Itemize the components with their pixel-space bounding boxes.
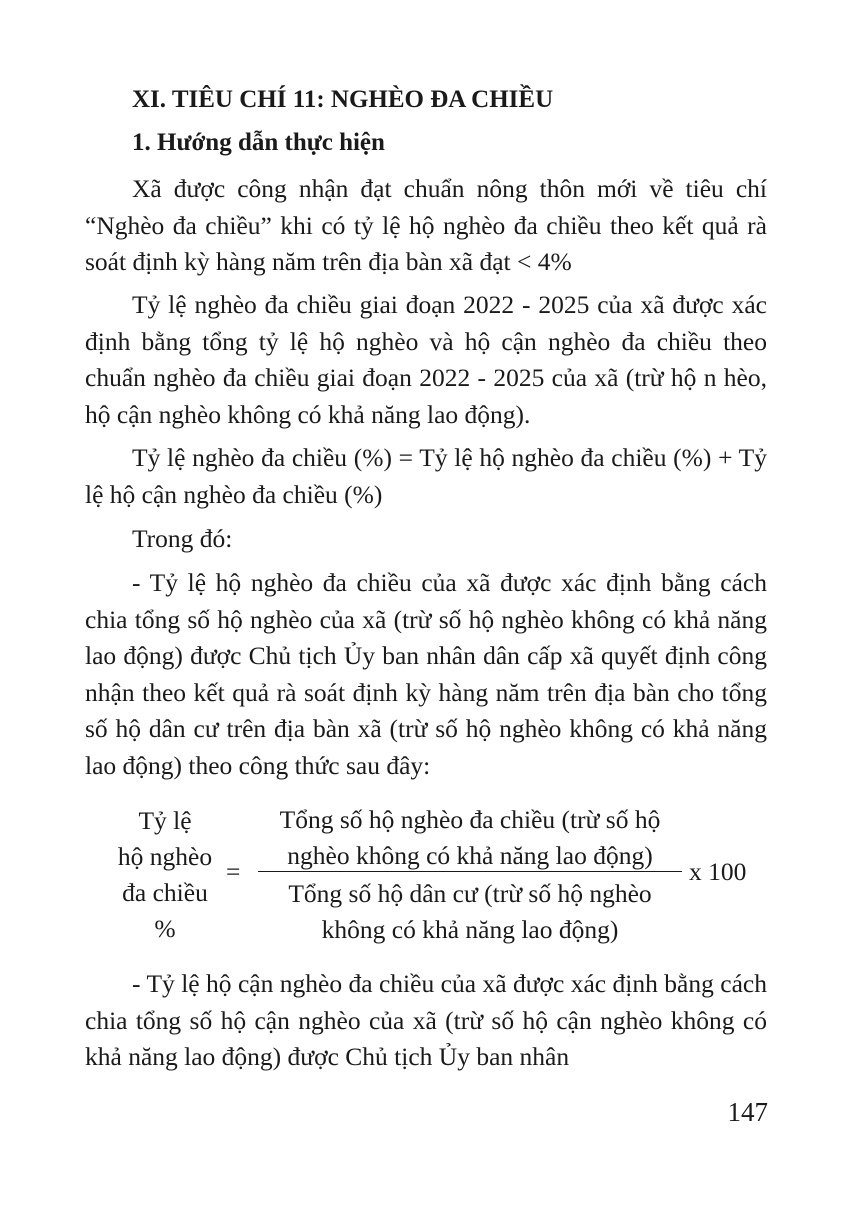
formula-numerator-line: nghèo không có khả năng lao động) xyxy=(287,841,653,870)
paragraph-where: Trong đó: xyxy=(132,524,233,553)
formula-denominator-line: không có khả năng lao động) xyxy=(321,915,619,944)
formula-left-line: % xyxy=(154,914,176,943)
paragraph-poverty-rate-definition: Tỷ lệ nghèo đa chiều giai đoạn 2022 - 2025 của xã được xác định bằng tổng tỷ lệ hộ nghèo và hộ cận nghèo đa chiều theo chuẩn nghèo đa chiều giai đoạn 2022 - 2025 của xã (trừ hộ n hèo, hộ cận nghèo không có khả năng lao động). xyxy=(85,290,767,429)
page-number: 147 xyxy=(727,1097,768,1127)
formula-multiplier: x 100 xyxy=(689,857,747,886)
formula-numerator-line: Tổng số hộ nghèo đa chiều (trừ số hộ xyxy=(279,805,661,834)
paragraph-criteria: Xã được công nhận đạt chuẩn nông thôn mới về tiêu chí “Nghèo đa chiều” khi có tỷ lệ hộ nghèo đa chiều theo kết quả rà soát định kỳ hàng năm trên địa bàn xã đạt < 4% xyxy=(85,174,767,276)
formula-denominator-line: Tổng số hộ dân cư (trừ số hộ nghèo xyxy=(288,879,652,908)
formula-left-line: đa chiều xyxy=(122,878,208,907)
subsection-title: 1. Hướng dẫn thực hiện xyxy=(132,129,385,156)
paragraph-near-poor-household-rate: - Tỷ lệ hộ cận nghèo đa chiều của xã được xác định bằng cách chia tổng số hộ cận nghèo của xã (trừ số hộ cận nghèo không có khả năng lao động) được Chủ tịch Ủy ban nhân xyxy=(85,969,767,1071)
formula-left-side xyxy=(104,803,226,947)
formula-denominator xyxy=(258,876,682,948)
formula-left-line: Tỷ lệ xyxy=(138,806,192,835)
section-title: XI. TIÊU CHÍ 11: NGHÈO ĐA CHIỀU xyxy=(132,86,554,113)
paragraph-poverty-rate-equation: Tỷ lệ nghèo đa chiều (%) = Tỷ lệ hộ nghèo đa chiều (%) + Tỷ lệ hộ cận nghèo đa chiều (%) xyxy=(85,443,767,509)
paragraph-poor-household-rate: - Tỷ lệ hộ nghèo đa chiều của xã được xác định bằng cách chia tổng số hộ nghèo của xã (trừ số hộ nghèo không có khả năng lao động) được Chủ tịch Ủy ban nhân dân cấp xã quyết định công nhận theo kết quả rà soát định kỳ hàng năm trên địa bàn cho tổng số hộ dân cư trên địa bàn xã (trừ số hộ nghèo không có khả năng lao động) theo công thức sau đây: xyxy=(85,568,767,780)
formula-equals-sign: = xyxy=(226,857,241,886)
formula-numerator xyxy=(258,802,682,874)
formula-fraction-bar xyxy=(258,871,682,872)
formula-left-line: hộ nghèo xyxy=(117,842,213,871)
